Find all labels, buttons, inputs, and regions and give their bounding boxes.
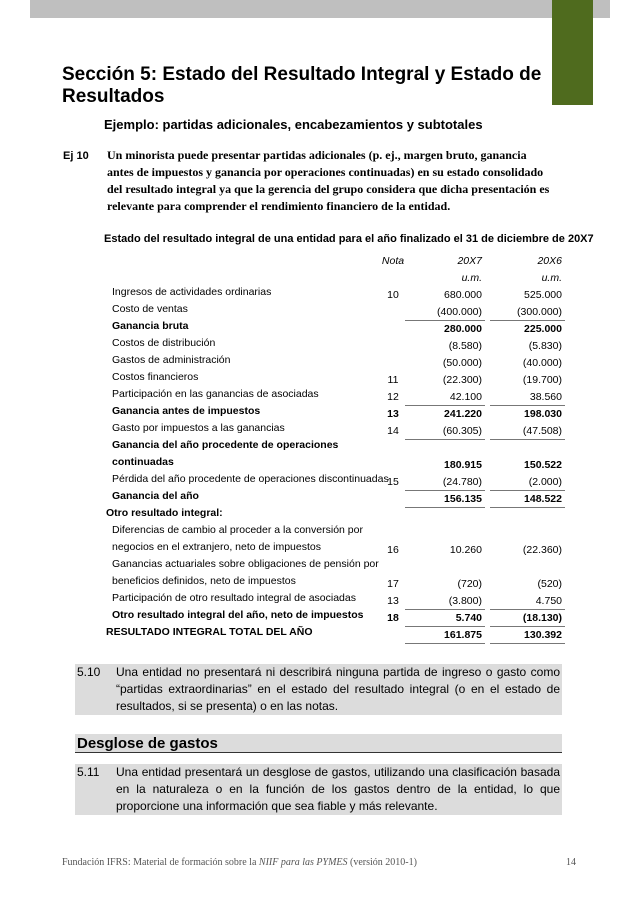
total-rule [490, 643, 565, 644]
row-label: RESULTADO INTEGRAL TOTAL DEL AÑO [106, 626, 313, 638]
value-20x7: 42.100 [449, 391, 482, 403]
row-note: 17 [387, 578, 399, 590]
value-20x7: 10.260 [449, 544, 482, 556]
table-row [0, 388, 638, 405]
paragraph-5-11 [75, 764, 562, 815]
footer-suffix: (versión 2010-1) [347, 857, 417, 868]
page-title: Sección 5: Estado del Resultado Integral y Estado de Resultados [62, 64, 542, 107]
row-label: Costos financieros [112, 371, 199, 383]
value-20x7: 20X7 [457, 255, 482, 267]
paragraph-text: Una entidad no presentará ni describirá ninguna partida de ingreso o gasto como “partidas extraordinarias” en el estado del resultado integral (o en el estado de resultados, si se presenta) o en las notas. [116, 665, 560, 713]
row-label: Participación en las ganancias de asociadas [112, 388, 319, 400]
footer-prefix: Fundación IFRS: Material de formación sobre la [62, 857, 259, 868]
row-label: Gastos de administración [112, 354, 231, 366]
value-20x6: 38.560 [529, 391, 562, 403]
footer-text [62, 857, 417, 868]
value-20x7: 156.135 [444, 493, 482, 505]
row-label: Costo de ventas [112, 303, 188, 315]
subtotal-rule [405, 490, 485, 491]
subtotal-rule [405, 439, 485, 440]
value-20x7: (3.800) [448, 595, 482, 607]
value-20x7: (24.780) [442, 476, 482, 488]
subtotal-rule [490, 626, 565, 627]
value-20x6: (22.360) [522, 544, 562, 556]
table-row [0, 354, 638, 371]
value-20x6: 130.392 [524, 629, 562, 641]
section-tab-marker [552, 0, 593, 105]
value-20x6: (19.700) [522, 374, 562, 386]
value-20x6: 525.000 [524, 289, 562, 301]
paragraph-5-10 [75, 664, 562, 715]
value-20x7: 280.000 [444, 323, 482, 335]
page-number: 14 [566, 857, 576, 868]
row-label: Pérdida del año procedente de operaciones discontinuadas [112, 473, 389, 485]
row-label: Ganancia antes de impuestos [112, 405, 261, 417]
value-20x7: (400.000) [437, 306, 482, 318]
value-20x6: (5.830) [528, 340, 562, 352]
table-row [0, 371, 638, 388]
table-row [0, 626, 638, 643]
row-label: Ingresos de actividades ordinarias [112, 286, 272, 298]
subtotal-rule [490, 405, 565, 406]
subtotal-rule [405, 320, 485, 321]
paragraph-number: 5.10 [77, 665, 101, 679]
subtotal-rule [490, 320, 565, 321]
value-20x7: 680.000 [444, 289, 482, 301]
value-20x6: (18.130) [522, 612, 562, 624]
subtotal-rule [490, 439, 565, 440]
row-note: 10 [387, 289, 399, 301]
row-note: 13 [387, 595, 399, 607]
row-note: 14 [387, 425, 399, 437]
total-rule [405, 643, 485, 644]
table-row [0, 320, 638, 337]
row-note: 11 [387, 374, 399, 386]
example-text: Un minorista puede presentar partidas adicionales (p. ej., margen bruto, ganancia antes de impuestos y ganancia por operaciones continuadas) en su estado consolidado del resultado integral ya que la gerencia del grupo considera que dicha presentación es relevante para comprender el rendimiento financiero de la entidad. [107, 148, 550, 213]
row-label: Ganancia del año [112, 490, 199, 502]
value-20x7: (50.000) [442, 357, 482, 369]
value-20x6: 225.000 [524, 323, 562, 335]
value-20x6: 20X6 [537, 255, 562, 267]
table-header-row [0, 269, 638, 286]
value-20x7: (8.580) [448, 340, 482, 352]
statement-title: Estado del resultado integral de una entidad para el año finalizado el 31 de diciembre de 20X7 [104, 233, 594, 245]
footer-italic: NIIF para las PYMES [258, 857, 348, 868]
value-20x6: (40.000) [522, 357, 562, 369]
value-20x6: 4.750 [535, 595, 562, 607]
table-row [0, 303, 638, 320]
table-row [0, 286, 638, 303]
subtotal-rule [490, 609, 565, 610]
table-row [0, 558, 638, 592]
income-statement-table [0, 252, 638, 643]
value-20x7: u.m. [461, 272, 482, 284]
value-20x7: 180.915 [444, 459, 482, 471]
value-20x6: 148.522 [524, 493, 562, 505]
value-20x7: 241.220 [444, 408, 482, 420]
subtotal-rule [405, 405, 485, 406]
value-20x6: (2.000) [528, 476, 562, 488]
value-20x7: 161.875 [444, 629, 482, 641]
value-20x6: 198.030 [524, 408, 562, 420]
subtotal-rule [490, 490, 565, 491]
row-note: 18 [387, 612, 399, 624]
row-label: Ganancias actuariales sobre obligaciones de pensión por beneficios definidos, neto de impuestos [112, 558, 379, 587]
row-note: 16 [387, 544, 399, 556]
value-20x6: 150.522 [524, 459, 562, 471]
value-20x7: 5.740 [455, 612, 482, 624]
row-note: 12 [387, 391, 399, 403]
row-label: Otro resultado integral: [106, 507, 223, 519]
subtotal-rule [405, 609, 485, 610]
value-20x7: (22.300) [442, 374, 482, 386]
row-note: 15 [387, 476, 399, 488]
section-heading: Desglose de gastos [75, 734, 562, 753]
subtotal-rule [405, 626, 485, 627]
paragraph-text: Una entidad presentará un desglose de gastos, utilizando una clasificación basada en la naturaleza o en la función de los gastos dentro de la entidad, lo que proporcione una información que sea fiable y más relevante. [116, 765, 560, 813]
example-subtitle: Ejemplo: partidas adicionales, encabezamientos y subtotales [104, 117, 483, 132]
table-header-row [0, 252, 638, 269]
value-20x7: (60.305) [442, 425, 482, 437]
row-label: Otro resultado integral del año, neto de impuestos [112, 609, 364, 621]
value-20x6: u.m. [541, 272, 562, 284]
table-row [0, 473, 638, 490]
row-label: Participación de otro resultado integral de asociadas [112, 592, 356, 604]
row-label: Ganancia del año procedente de operaciones continuadas [112, 439, 339, 468]
value-20x6: (47.508) [522, 425, 562, 437]
row-label: Gasto por impuestos a las ganancias [112, 422, 285, 434]
paragraph-number: 5.11 [77, 765, 100, 779]
value-20x6: (520) [537, 578, 562, 590]
example-label: Ej 10 [63, 150, 89, 162]
value-20x7: (720) [457, 578, 482, 590]
header-bar [30, 0, 610, 18]
table-row [0, 524, 638, 558]
value-20x6: (300.000) [517, 306, 562, 318]
table-row [0, 439, 638, 473]
table-row [0, 609, 638, 626]
row-note: Nota [381, 255, 405, 267]
table-row [0, 337, 638, 354]
table-row [0, 490, 638, 507]
row-label: Costos de distribución [112, 337, 216, 349]
table-row [0, 405, 638, 422]
row-label: Diferencias de cambio al proceder a la conversión por negocios en el extranjero, neto de impuestos [112, 524, 363, 553]
row-label: Ganancia bruta [112, 320, 189, 332]
row-note: 13 [387, 408, 399, 420]
